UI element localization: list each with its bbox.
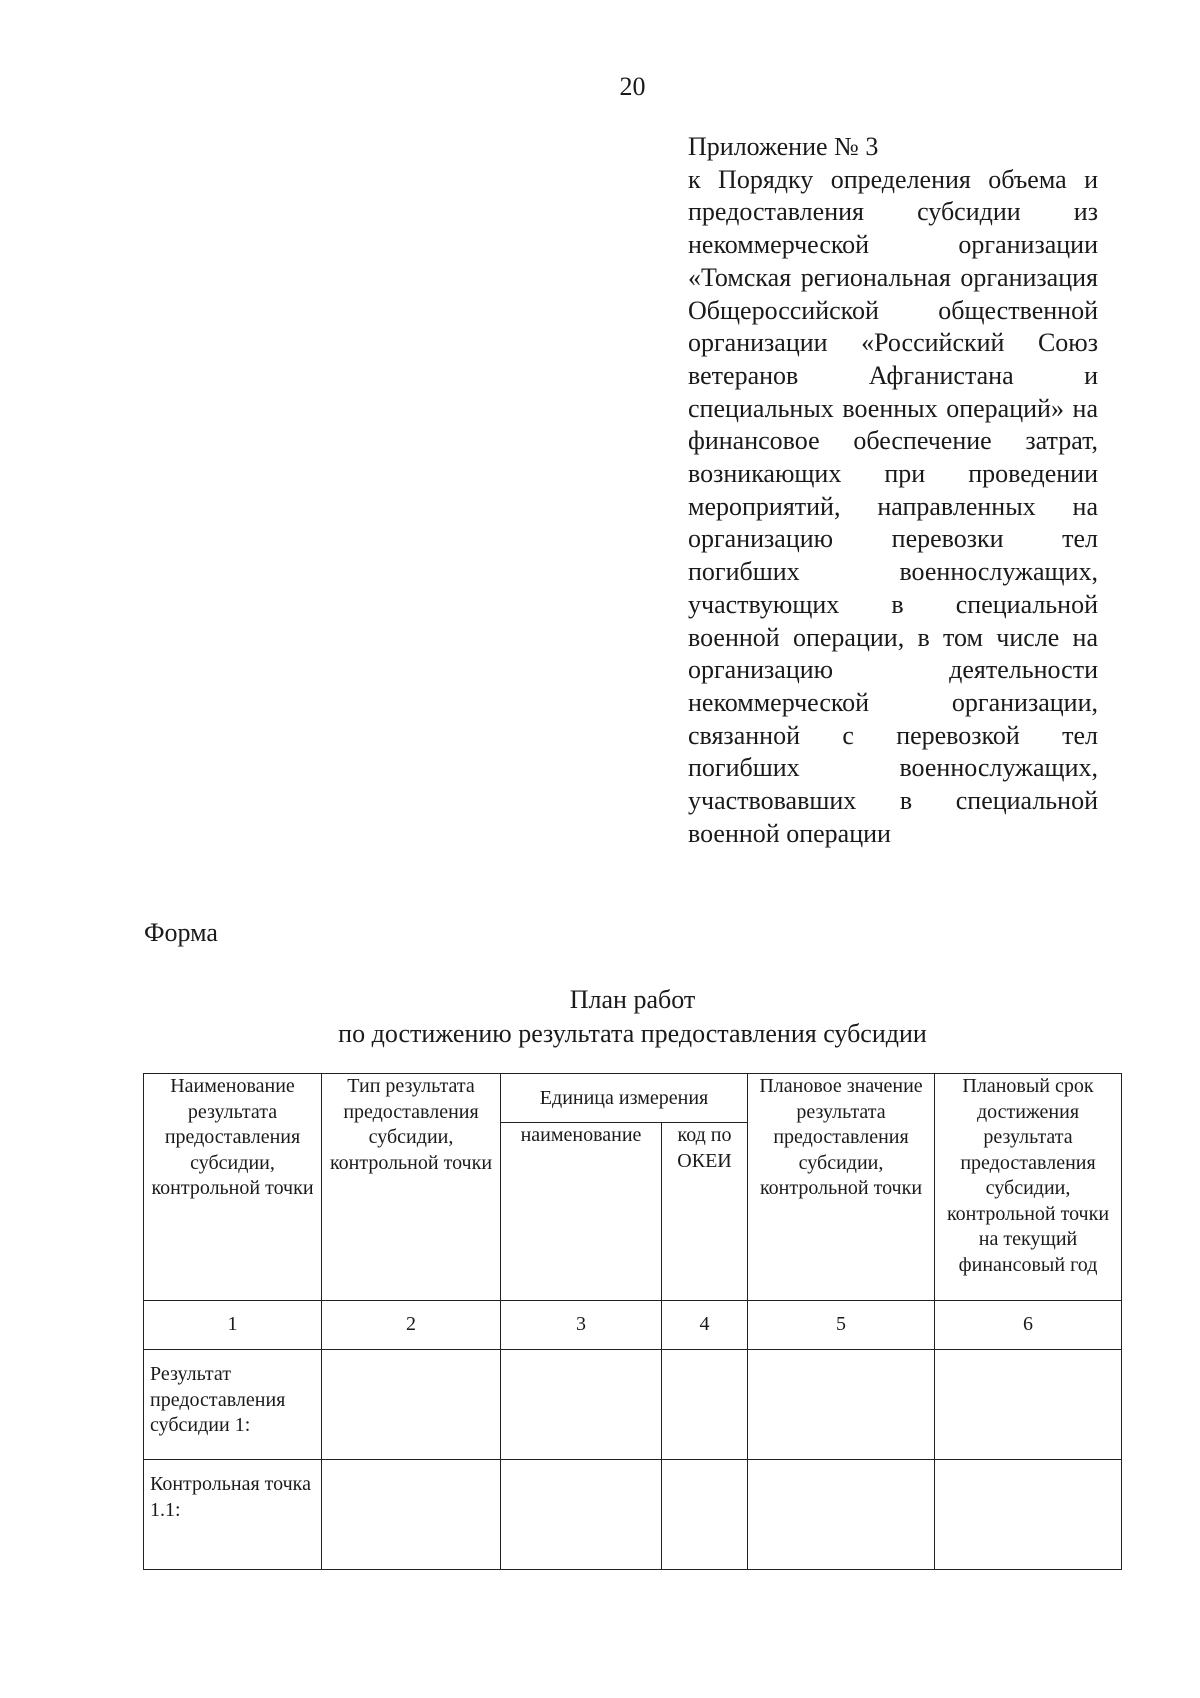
header-unit-name: наименование xyxy=(501,1123,662,1301)
header-planned-value: Плановое значение результата предоставления субсидии, контрольной точки xyxy=(748,1074,935,1301)
column-number: 2 xyxy=(322,1301,501,1350)
table-title-line2: по достижению результата предоставления субсидии xyxy=(338,1019,927,1048)
column-number: 6 xyxy=(935,1301,1122,1350)
table-cell xyxy=(935,1350,1122,1460)
table-cell xyxy=(501,1460,662,1570)
table-title-line1: План работ xyxy=(569,985,696,1014)
table-cell xyxy=(748,1350,935,1460)
header-result-type: Тип результата предоставления субсидии, контрольной точки xyxy=(322,1074,501,1301)
work-plan-table xyxy=(143,1073,1122,1570)
column-number: 1 xyxy=(144,1301,322,1350)
row-label: Контрольная точка 1.1: xyxy=(144,1460,322,1570)
page-number: 20 xyxy=(619,72,646,101)
table-title xyxy=(0,983,1200,1051)
table-cell xyxy=(322,1350,501,1460)
table-row xyxy=(144,1460,1122,1570)
table-cell xyxy=(501,1350,662,1460)
header-unit-group: Единица измерения xyxy=(501,1074,748,1123)
row-label: Результат предоставления субсидии 1: xyxy=(144,1350,322,1460)
table-row xyxy=(144,1350,1122,1460)
table-cell xyxy=(935,1460,1122,1570)
column-number: 5 xyxy=(748,1301,935,1350)
table-cell xyxy=(662,1350,748,1460)
header-planned-deadline: Плановый срок достижения результата предоставления субсидии, контрольной точки на текущий финансовый год xyxy=(935,1074,1122,1301)
table-cell xyxy=(748,1460,935,1570)
column-number: 3 xyxy=(501,1301,662,1350)
appendix-title: Приложение № 3 xyxy=(688,132,879,161)
table-cell xyxy=(662,1460,748,1570)
form-label: Форма xyxy=(144,918,218,947)
column-number-row xyxy=(144,1301,1122,1350)
table-cell xyxy=(322,1460,501,1570)
header-result-name: Наименование результата предоставления субсидии, контрольной точки xyxy=(144,1074,322,1301)
column-number: 4 xyxy=(662,1301,748,1350)
appendix-block xyxy=(688,131,1098,850)
header-okei-code: код по ОКЕИ xyxy=(662,1123,748,1301)
appendix-body: к Порядку определения объема и предоставления субсидии из некоммерческой организации «Томская региональная организация Общероссийской общественной организации «Российский Союз ветеранов Афганистана и специальных военных операций» на финансовое обеспечение затрат, возникающих при проведении мероприятий, направленных на организацию перевозки тел погибших военнослужащих, участвующих в специальной военной операции, в том числе на организацию деятельности некоммерческой организации, связанной с перевозкой тел погибших военнослужащих, участвовавших в специальной военной операции xyxy=(688,164,1098,848)
